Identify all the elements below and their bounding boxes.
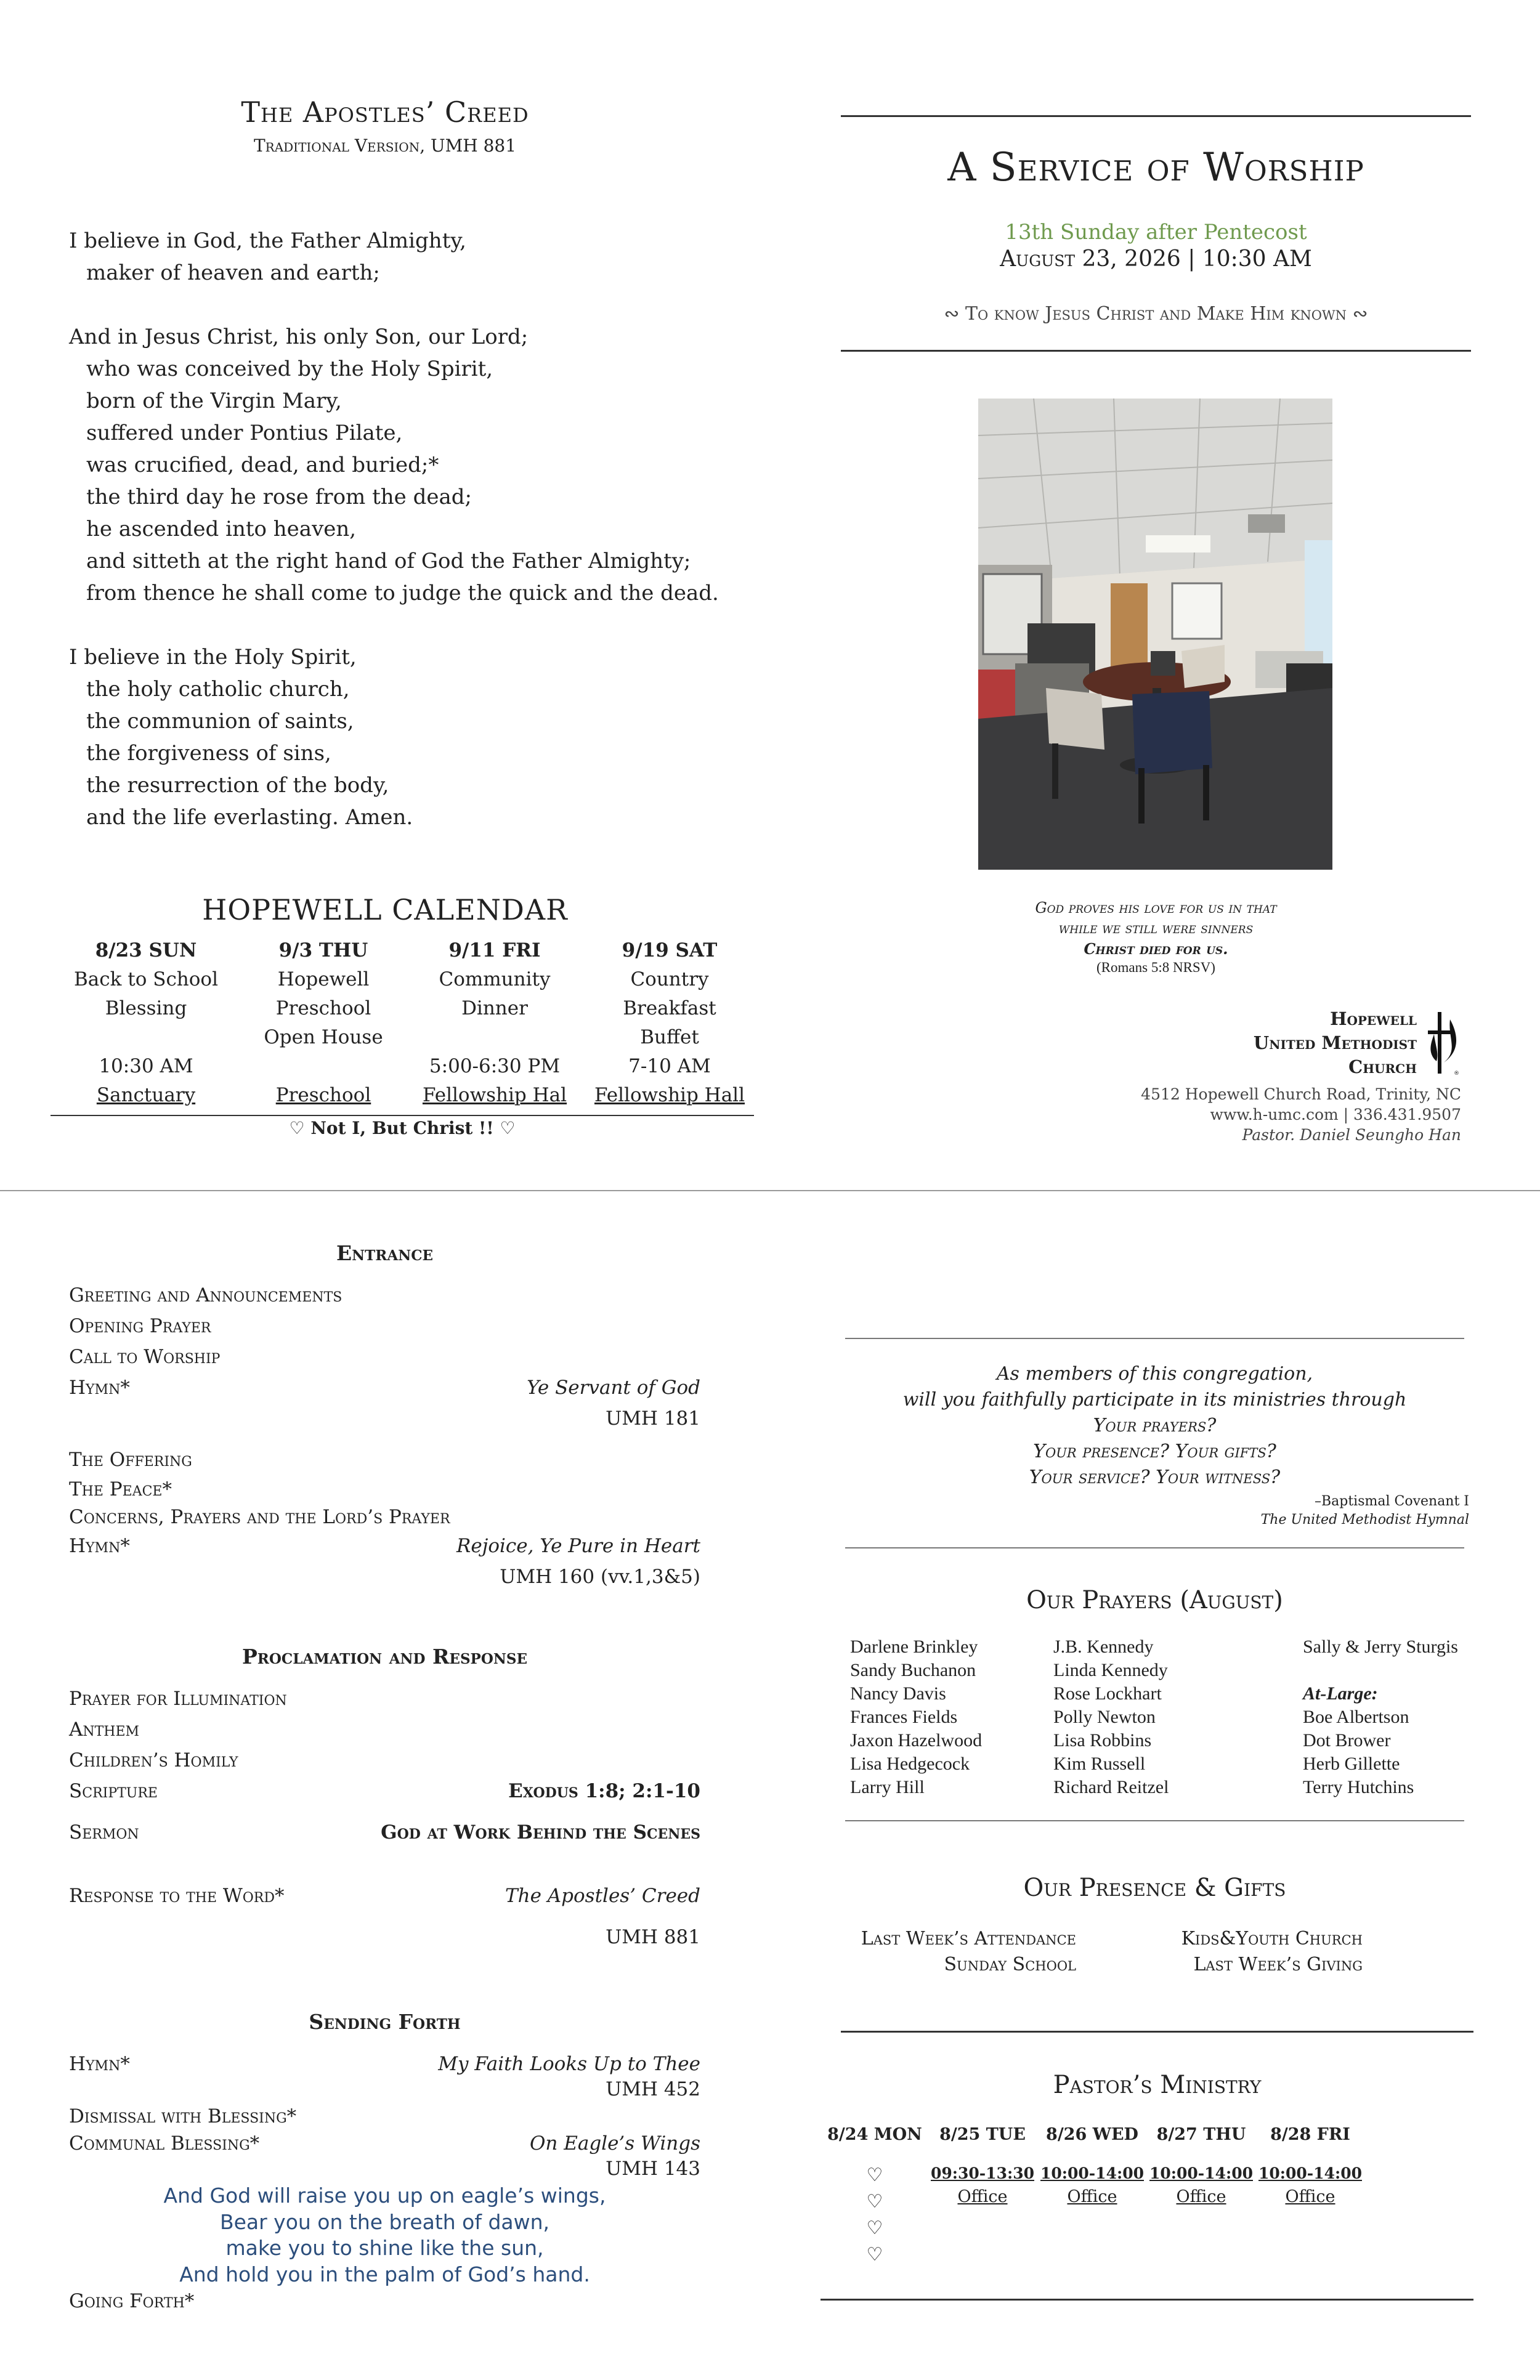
hymn-2-number: UMH 160 (vv.1,3&5)	[500, 1566, 700, 1588]
prayer-name: Kim Russell	[1053, 1754, 1146, 1774]
ministry-day-column	[1040, 2125, 1145, 2209]
ministry-day-column	[1258, 2125, 1363, 2209]
creed-subtitle: Traditional Version, UMH 881	[253, 136, 517, 156]
prayer-name: Terry Hutchins	[1303, 1777, 1414, 1797]
calendar-date: 9/11 FRI	[448, 939, 541, 961]
calendar-event-line: Back to School	[73, 968, 219, 990]
opening-prayer-label: Opening Prayer	[69, 1315, 211, 1337]
covenant-hymnal: The United Methodist Hymnal	[1260, 1512, 1469, 1528]
prayer-name: Larry Hill	[850, 1777, 925, 1797]
creed-line: the holy catholic church,	[86, 677, 350, 702]
prayer-name: Sally & Jerry Sturgis	[1303, 1637, 1458, 1657]
verse-line-3: Christ died for us.	[1084, 940, 1228, 958]
calendar-event-line: Hopewell	[277, 968, 370, 990]
creed-line: the resurrection of the body,	[86, 773, 389, 798]
ministry-day: 8/25 TUE	[939, 2125, 1026, 2144]
prayers-bottom-rule	[845, 1820, 1464, 1821]
hymn-3-number: UMH 452	[606, 2078, 700, 2100]
kids-youth-church: Kids&Youth Church	[1181, 1928, 1363, 1949]
creed-line: the third day he rose from the dead;	[86, 485, 472, 509]
prayer-name: Darlene Brinkley	[850, 1637, 978, 1657]
call-to-worship-label: Call to Worship	[69, 1346, 221, 1368]
ministry-bottom-rule	[821, 2299, 1473, 2301]
response-label: Response to the Word*	[69, 1885, 285, 1907]
page-fold-divider	[0, 1190, 1540, 1191]
sermon-label: Sermon	[69, 1821, 139, 1844]
creed-line: born of the Virgin Mary,	[86, 389, 342, 413]
calendar-event-line: Country	[630, 968, 709, 990]
ministry-day: 8/26 WED	[1046, 2125, 1138, 2144]
prayer-name: Jaxon Hazelwood	[850, 1730, 983, 1751]
blessing-line-4: And hold you in the palm of God’s hand.	[179, 2262, 590, 2286]
calendar-title: HOPEWELL CALENDAR	[202, 893, 568, 926]
hymn-1-number: UMH 181	[606, 1407, 700, 1430]
creed-text	[69, 225, 747, 833]
church-name-2: United Methodist	[1253, 1032, 1417, 1053]
prayers-column-2	[1053, 1635, 1250, 1799]
calendar-column	[63, 936, 229, 1110]
cover-mission: ∾ To know Jesus Christ and Make Him known ∾	[944, 303, 1368, 325]
section-entrance: Entrance	[336, 1241, 434, 1265]
hymn-3-title: My Faith Looks Up to Thee	[438, 2053, 700, 2075]
prayer-name: Frances Fields	[850, 1707, 958, 1727]
ministry-time: 10:00-14:00	[1040, 2164, 1144, 2182]
calendar-motto: ♡ Not I, But Christ !! ♡	[289, 1118, 516, 1138]
creed-line: and sitteth at the right hand of God the Father Almighty;	[86, 549, 691, 573]
section-proclamation: Proclamation and Response	[241, 1645, 528, 1669]
offering-label: The Offering	[69, 1449, 192, 1471]
prayer-name: Linda Kennedy	[1053, 1660, 1168, 1680]
communal-blessing-title: On Eagle’s Wings	[529, 2132, 700, 2155]
ministry-day: 8/24 MON	[827, 2125, 922, 2144]
creed-line: and the life everlasting. Amen.	[86, 805, 413, 830]
blessing-line-2: Bear you on the breath of dawn,	[219, 2210, 550, 2234]
ministry-day-column	[1149, 2125, 1254, 2209]
prayer-name: Lisa Robbins	[1053, 1730, 1152, 1751]
concerns-label: Concerns, Prayers and the Lord’s Prayer	[69, 1506, 450, 1528]
verse-line-1: God proves his love for us in that	[1035, 899, 1277, 917]
hymn-2-label: Hymn*	[69, 1535, 130, 1557]
calendar-time	[240, 1052, 407, 1081]
ministry-time: 09:30-13:30	[931, 2164, 1034, 2182]
calendar-date: 9/3 THU	[278, 939, 368, 961]
childrens-homily-label: Children’s Homily	[69, 1749, 238, 1771]
verse-line-2: while we still were sinners	[1058, 920, 1254, 937]
cross-and-flame-logo	[1423, 1007, 1460, 1078]
calendar-event-line	[63, 1023, 229, 1052]
ministry-day-column	[822, 2125, 927, 2268]
calendar-event-line: Dinner	[461, 997, 528, 1019]
covenant-source: –Baptismal Covenant I	[1314, 1494, 1469, 1509]
calendar-event-line: Preschool	[275, 997, 371, 1019]
prayer-name: Herb Gillette	[1303, 1754, 1400, 1774]
creed-line: was crucified, dead, and buried;*	[86, 453, 439, 477]
creed-line: the forgiveness of sins,	[86, 741, 331, 766]
church-web-phone: www.h-umc.com | 336.431.9507	[1210, 1106, 1461, 1123]
ministry-location: Office	[1285, 2187, 1335, 2206]
calendar-time: 10:30 AM	[99, 1055, 193, 1077]
prayer-name: Boe Albertson	[1303, 1707, 1409, 1727]
prayer-name: Rose Lockhart	[1053, 1683, 1162, 1704]
hymn-1-label: Hymn*	[69, 1377, 130, 1399]
calendar-date: 9/19 SAT	[622, 939, 718, 961]
creed-line	[69, 609, 747, 641]
creed-line: from thence he shall come to judge the quick and the dead.	[86, 581, 719, 605]
verse-reference: (Romans 5:8 NRSV)	[1096, 960, 1215, 975]
prayer-name: Polly Newton	[1053, 1707, 1156, 1727]
calendar-column	[586, 936, 753, 1110]
covenant-top-rule	[845, 1338, 1464, 1339]
calendar-event-line: Breakfast	[623, 997, 716, 1019]
creed-line: he ascended into heaven,	[86, 517, 357, 541]
ministry-day: 8/28 FRI	[1270, 2125, 1350, 2144]
creed-line: suffered under Pontius Pilate,	[86, 421, 403, 445]
ministry-day: 8/27 THU	[1156, 2125, 1246, 2144]
presence-title: Our Presence & Gifts	[1023, 1874, 1286, 1902]
ministry-day-column	[930, 2125, 1035, 2209]
dismissal-label: Dismissal with Blessing*	[69, 2105, 297, 2127]
heart-icon: ♡	[866, 2244, 883, 2265]
calendar-event-line	[411, 1023, 578, 1052]
response-number: UMH 881	[606, 1926, 700, 1948]
prayer-name: Sandy Buchanon	[850, 1660, 976, 1680]
calendar-location: Sanctuary	[96, 1084, 196, 1106]
creed-line	[69, 289, 747, 321]
church-address: 4512 Hopewell Church Road, Trinity, NC	[1141, 1085, 1461, 1103]
heart-icon: ♡	[866, 2217, 883, 2239]
sunday-school: Sunday School	[944, 1954, 1076, 1975]
heart-icon: ♡	[866, 2164, 883, 2186]
heart-icon: ♡	[866, 2191, 883, 2212]
creed-line: the communion of saints,	[86, 709, 354, 734]
cover-occasion: 13th Sunday after Pentecost	[1005, 220, 1307, 245]
creed-line: And in Jesus Christ, his only Son, our Lord;	[69, 325, 529, 349]
blessing-line-1: And God will raise you up on eagle’s wings,	[163, 2184, 606, 2208]
calendar-divider	[51, 1115, 754, 1116]
blessing-line-3: make you to shine like the sun,	[225, 2236, 544, 2260]
calendar-event-line: Community	[439, 968, 551, 990]
church-name-1: Hopewell	[1330, 1008, 1417, 1029]
calendar-event-line: Buffet	[640, 1026, 699, 1048]
ministry-location: Office	[1176, 2187, 1226, 2206]
covenant-line-1: As members of this congregation,	[996, 1363, 1313, 1385]
prayer-name: Richard Reitzel	[1053, 1777, 1169, 1797]
communal-blessing-label: Communal Blessing*	[69, 2132, 260, 2155]
prayer-name: Lisa Hedgecock	[850, 1754, 970, 1774]
svg-text:®: ®	[1454, 1071, 1459, 1077]
ministry-time: 10:00-14:00	[1258, 2164, 1362, 2182]
covenant-line-3: Your prayers?	[1093, 1415, 1217, 1436]
covenant-line-4: Your presence? Your gifts?	[1033, 1441, 1276, 1462]
calendar-location: Fellowship Hal	[422, 1084, 567, 1106]
calendar-location: Fellowship Hall	[594, 1084, 745, 1106]
peace-label: The Peace*	[69, 1478, 172, 1500]
covenant-line-5: Your service? Your witness?	[1029, 1467, 1281, 1488]
church-name-3: Church	[1348, 1056, 1417, 1077]
creed-line: maker of heaven and earth;	[86, 261, 380, 285]
calendar-event-line: Blessing	[105, 997, 187, 1019]
anthem-label: Anthem	[69, 1718, 140, 1741]
cover-title: A Service of Worship	[947, 145, 1364, 190]
illumination-label: Prayer for Illumination	[69, 1688, 287, 1710]
prayer-name: Nancy Davis	[850, 1683, 946, 1704]
cover-top-rule	[841, 115, 1471, 117]
scripture-reference: Exodus 1:8; 2:1-10	[508, 1780, 700, 1802]
calendar-column	[411, 936, 578, 1110]
ministry-time: 10:00-14:00	[1149, 2164, 1253, 2182]
calendar-location: Preschool	[275, 1084, 371, 1106]
hymn-2-title: Rejoice, Ye Pure in Heart	[456, 1535, 700, 1557]
covenant-line-2: will you faithfully participate in its ministries through	[902, 1389, 1407, 1411]
office-photo	[978, 399, 1332, 870]
communal-blessing-number: UMH 143	[606, 2158, 700, 2180]
response-title: The Apostles’ Creed	[505, 1885, 700, 1907]
creed-line: I believe in the Holy Spirit,	[69, 645, 357, 670]
at-large-label: At-Large:	[1303, 1683, 1378, 1704]
calendar-date: 8/23 SUN	[95, 939, 197, 961]
ministry-location: Office	[1067, 2187, 1117, 2206]
creed-title: The Apostles’ Creed	[241, 95, 529, 129]
last-week-attendance: Last Week’s Attendance	[861, 1928, 1076, 1949]
prayer-name: J.B. Kennedy	[1053, 1637, 1154, 1657]
calendar-column	[240, 936, 407, 1110]
scripture-label: Scripture	[69, 1780, 158, 1802]
calendar-event-line: Open House	[264, 1026, 383, 1048]
greeting-label: Greeting and Announcements	[69, 1284, 342, 1306]
section-sending-forth: Sending Forth	[309, 2010, 461, 2034]
prayer-name: Dot Brower	[1303, 1730, 1391, 1751]
hymn-3-label: Hymn*	[69, 2053, 130, 2075]
pastor-name: Pastor. Daniel Seungho Han	[1242, 1126, 1461, 1144]
cover-bottom-rule	[841, 350, 1471, 352]
covenant-bottom-rule	[845, 1547, 1464, 1548]
ministry-location: Office	[957, 2187, 1008, 2206]
prayers-title: Our Prayers (August)	[1026, 1586, 1283, 1614]
ministry-title: Pastor’s Ministry	[1053, 2071, 1262, 2099]
going-forth-label: Going Forth*	[69, 2290, 195, 2312]
calendar-time: 5:00-6:30 PM	[429, 1055, 561, 1077]
cover-date: August 23, 2026 | 10:30 AM	[1000, 246, 1312, 272]
hymn-1-title: Ye Servant of God	[527, 1377, 700, 1399]
prayers-column-3	[1303, 1635, 1481, 1799]
creed-line: I believe in God, the Father Almighty,	[69, 229, 466, 253]
prayers-column-1	[850, 1635, 1047, 1799]
last-week-giving: Last Week’s Giving	[1193, 1954, 1363, 1975]
creed-line: who was conceived by the Holy Spirit,	[86, 357, 493, 381]
presence-bottom-rule	[841, 2031, 1473, 2033]
sermon-title: God at Work Behind the Scenes	[381, 1821, 700, 1844]
calendar-time: 7-10 AM	[628, 1055, 711, 1077]
